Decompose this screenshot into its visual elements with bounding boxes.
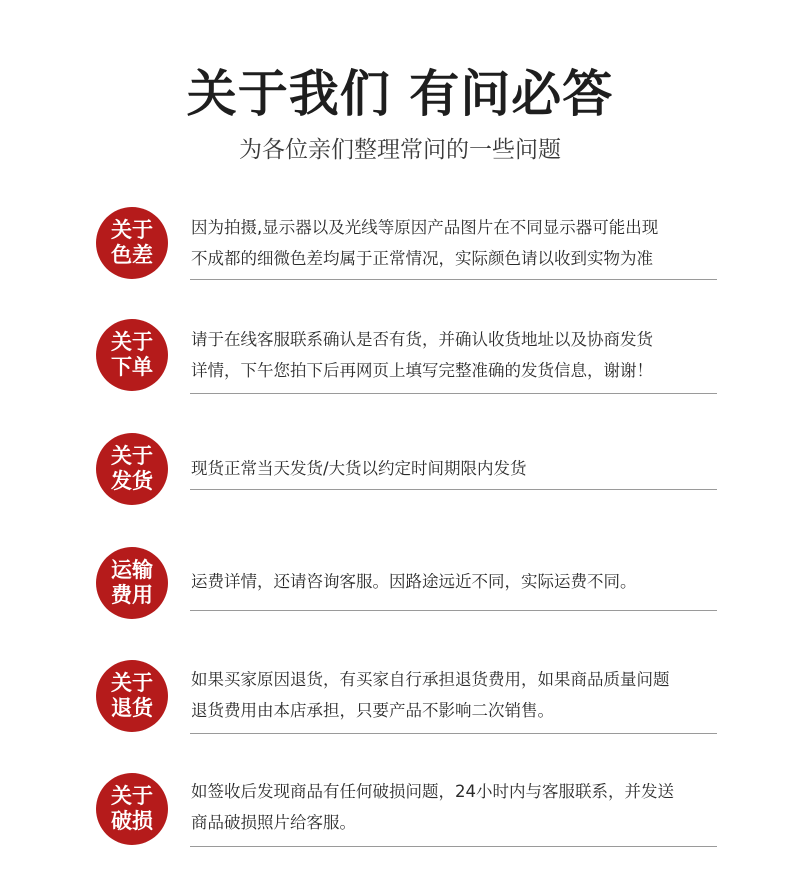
badge-line-2: 发货 <box>111 469 153 493</box>
faq-badge <box>96 433 168 505</box>
faq-answer <box>191 212 721 274</box>
faq-divider <box>190 489 717 490</box>
faq-divider <box>190 610 717 611</box>
badge-line-2: 费用 <box>111 583 153 607</box>
badge-line-2: 退货 <box>111 696 153 720</box>
faq-badge <box>96 660 168 732</box>
faq-badge <box>96 773 168 845</box>
answer-line: 退货费用由本店承担，只要产品不影响二次销售。 <box>191 701 554 720</box>
badge-line-1: 关于 <box>111 671 153 695</box>
answer-line: 如签收后发现商品有任何破损问题，24小时内与客服联系，并发送 <box>191 782 674 801</box>
faq-badge <box>96 319 168 391</box>
badge-line-1: 关于 <box>111 444 153 468</box>
answer-line: 如果买家原因退货，有买家自行承担退货费用，如果商品质量问题 <box>191 670 670 689</box>
faq-divider <box>190 279 717 280</box>
faq-divider <box>190 393 717 394</box>
answer-line: 详情，下午您拍下后再网页上填写完整准确的发货信息，谢谢！ <box>191 361 653 380</box>
faq-badge <box>96 547 168 619</box>
faq-badge <box>96 207 168 279</box>
answer-line: 现货正常当天发货/大货以约定时间期限内发货 <box>191 459 527 478</box>
faq-answer <box>191 776 721 838</box>
answer-line: 因为拍摄,显示器以及光线等原因产品图片在不同显示器可能出现 <box>191 218 659 237</box>
badge-line-1: 关于 <box>111 218 153 242</box>
badge-line-1: 运输 <box>111 558 153 582</box>
faq-divider <box>190 733 717 734</box>
badge-line-2: 下单 <box>111 355 153 379</box>
badge-line-1: 关于 <box>111 330 153 354</box>
answer-line: 不成都的细微色差均属于正常情况，实际颜色请以收到实物为准 <box>191 249 653 268</box>
faq-divider <box>190 846 717 847</box>
badge-line-1: 关于 <box>111 784 153 808</box>
badge-line-2: 破损 <box>111 809 153 833</box>
answer-line: 商品破损照片给客服。 <box>191 813 356 832</box>
badge-line-2: 色差 <box>111 243 153 267</box>
faq-answer <box>191 453 721 484</box>
faq-answer <box>191 324 721 386</box>
page-title: 关于我们 有问必答 <box>186 65 614 123</box>
answer-line: 运费详情，还请咨询客服。因路途远近不同，实际运费不同。 <box>191 572 637 591</box>
answer-line: 请于在线客服联系确认是否有货，并确认收货地址以及协商发货 <box>191 330 653 349</box>
faq-answer <box>191 566 721 597</box>
faq-answer <box>191 664 721 726</box>
page-subtitle: 为各位亲们整理常问的一些问题 <box>239 137 561 163</box>
